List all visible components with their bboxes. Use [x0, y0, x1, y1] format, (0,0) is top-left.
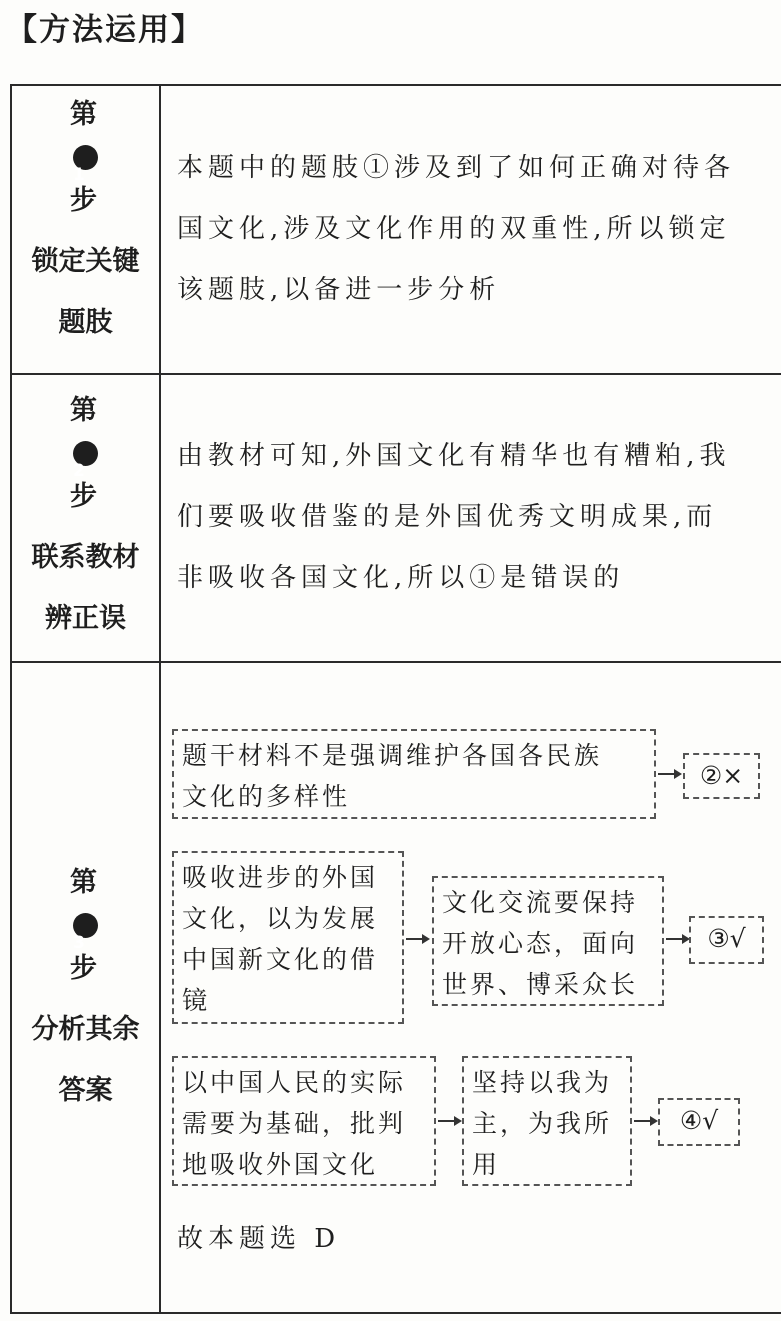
step-3-label-line: 分析其余 — [31, 1013, 140, 1045]
step-number-badge: 1 — [73, 145, 98, 170]
step-2-label — [12, 394, 159, 634]
step-number-badge: 3 — [73, 913, 98, 938]
step-1-content — [177, 138, 781, 321]
conclusion: 故本题选 D — [177, 1224, 341, 1254]
step-2-title: 第 2 步 — [70, 394, 97, 512]
step-2-label-line: 辨正误 — [45, 602, 126, 634]
step-1-title: 第 1 步 — [70, 98, 97, 216]
step-1-label-line: 锁定关键 — [31, 245, 140, 277]
flow-2-box-1: 吸收进步的外国 文化，以为发展 中国新文化的借 镜 — [172, 851, 404, 1024]
section-heading: 【方法运用】 — [6, 12, 204, 48]
flow-2-box-2: 文化交流要保持 开放心态，面向 世界、博采众长 — [432, 876, 664, 1006]
arrow-icon — [634, 1120, 656, 1122]
step-3-label-line: 答案 — [58, 1074, 113, 1106]
flow-1-result: ②× — [683, 753, 760, 799]
step-1-label-line: 题肢 — [58, 306, 113, 338]
arrow-icon — [438, 1120, 460, 1122]
flow-3-result: ④√ — [658, 1098, 740, 1146]
flow-3-box-2: 坚持以我为 主，为我所 用 — [462, 1056, 632, 1186]
content-line: 们要吸收借鉴的是外国优秀文明成果,而 — [177, 502, 718, 532]
content-line: 该题肢,以备进一步分析 — [177, 275, 501, 305]
step-number-badge: 2 — [73, 441, 98, 466]
content-line: 国文化,涉及文化作用的双重性,所以锁定 — [177, 214, 731, 244]
row-divider — [12, 661, 781, 663]
step-3-title: 第 3 步 — [70, 866, 97, 984]
flow-1-box: 题干材料不是强调维护各国各民族 文化的多样性 — [172, 729, 656, 819]
step-1-label — [12, 98, 159, 338]
step-3-label — [12, 866, 159, 1106]
arrow-icon — [666, 938, 688, 940]
row-divider — [12, 373, 781, 375]
column-divider — [159, 86, 161, 1312]
content-line: 本题中的题肢①涉及到了如何正确对待各 — [177, 153, 736, 183]
step-2-content — [177, 426, 781, 609]
method-table — [10, 84, 781, 1314]
flow-2-result: ③√ — [689, 916, 764, 964]
step-2-label-line: 联系教材 — [31, 541, 140, 573]
content-line: 非吸收各国文化,所以①是错误的 — [177, 563, 625, 593]
flow-3-box-1: 以中国人民的实际 需要为基础，批判 地吸收外国文化 — [172, 1056, 436, 1186]
content-line: 由教材可知,外国文化有精华也有糟粕,我 — [177, 441, 731, 471]
arrow-icon — [658, 773, 680, 775]
arrow-icon — [406, 938, 428, 940]
